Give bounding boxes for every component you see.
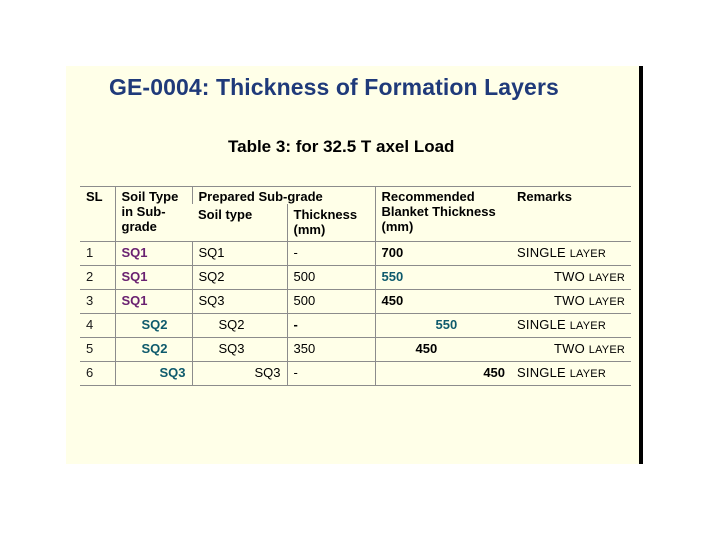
table-subtitle: Table 3: for 32.5 T axel Load — [228, 137, 455, 156]
cell-remark: SINGLE LAYER — [511, 362, 631, 386]
cell-prep-soil: SQ3 — [192, 338, 287, 362]
cell-blanket: 450 — [375, 290, 511, 314]
cell-prep-soil: SQ3 — [192, 362, 287, 386]
formation-layers-table — [80, 186, 631, 386]
cell-thickness: - — [287, 314, 375, 338]
table-row — [80, 338, 631, 362]
table-row — [80, 362, 631, 386]
table-row — [80, 290, 631, 314]
slide-edge-line — [639, 66, 643, 464]
cell-sl: 4 — [80, 314, 115, 338]
cell-remark: TWO LAYER — [511, 266, 631, 290]
cell-soil-type: SQ3 — [115, 362, 192, 386]
cell-soil-type: SQ2 — [115, 314, 192, 338]
cell-sl: 6 — [80, 362, 115, 386]
table-row — [80, 242, 631, 266]
cell-blanket: 450 — [375, 338, 511, 362]
cell-prep-soil: SQ3 — [192, 290, 287, 314]
cell-prep-soil: SQ2 — [192, 266, 287, 290]
cell-sl: 5 — [80, 338, 115, 362]
header-soil-type: Soil Type in Sub- grade — [115, 187, 192, 242]
cell-prep-soil: SQ2 — [192, 314, 287, 338]
cell-blanket: 550 — [375, 314, 511, 338]
table-row — [80, 314, 631, 338]
cell-thickness: - — [287, 362, 375, 386]
cell-remark: TWO LAYER — [511, 338, 631, 362]
cell-prep-soil: SQ1 — [192, 242, 287, 266]
cell-remark: SINGLE LAYER — [511, 314, 631, 338]
cell-blanket: 450 — [375, 362, 511, 386]
header-blanket-thickness: Recommended Blanket Thickness (mm) — [375, 187, 511, 242]
cell-remark: SINGLE LAYER — [511, 242, 631, 266]
cell-soil-type: SQ2 — [115, 338, 192, 362]
cell-sl: 2 — [80, 266, 115, 290]
cell-blanket: 700 — [375, 242, 511, 266]
cell-soil-type: SQ1 — [115, 242, 192, 266]
slide-title: GE-0004: Thickness of Formation Layers — [109, 74, 559, 100]
cell-blanket: 550 — [375, 266, 511, 290]
cell-thickness: 350 — [287, 338, 375, 362]
cell-thickness: - — [287, 242, 375, 266]
header-remarks: Remarks — [511, 187, 631, 242]
cell-remark: TWO LAYER — [511, 290, 631, 314]
cell-thickness: 500 — [287, 290, 375, 314]
cell-soil-type: SQ1 — [115, 290, 192, 314]
header-thickness: Thickness (mm) — [287, 204, 375, 242]
table-header-row-1 — [80, 187, 631, 205]
cell-soil-type: SQ1 — [115, 266, 192, 290]
cell-sl: 3 — [80, 290, 115, 314]
table-row — [80, 266, 631, 290]
header-sl: SL — [80, 187, 115, 242]
cell-thickness: 500 — [287, 266, 375, 290]
header-prep-soil-type: Soil type — [198, 207, 253, 222]
cell-sl: 1 — [80, 242, 115, 266]
header-prepared-subgrade: Prepared Sub-grade — [192, 187, 375, 205]
